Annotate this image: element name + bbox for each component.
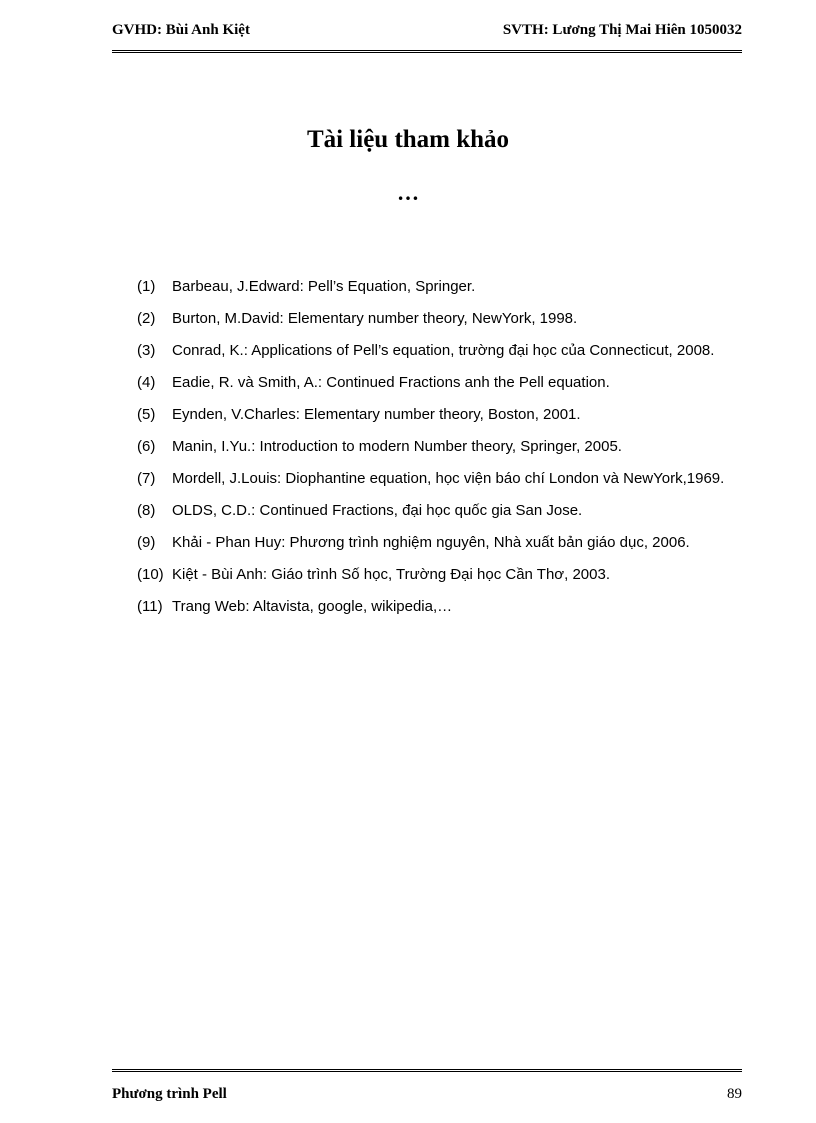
reference-number: (3)	[137, 342, 156, 359]
reference-number: (2)	[137, 310, 156, 327]
reference-number: (4)	[137, 374, 156, 391]
reference-list	[137, 271, 737, 623]
reference-text: Trang Web: Altavista, google, wikipedia,…	[172, 598, 453, 615]
reference-text: Burton, M.David: Elementary number theory, NewYork, 1998.	[172, 310, 578, 327]
header-student: SVTH: Lương Thị Mai Hiên 1050032	[502, 22, 742, 38]
reference-text: Khải - Phan Huy: Phương trình nghiệm nguyên, Nhà xuất bản giáo dục, 2006.	[172, 534, 690, 551]
reference-number: (11)	[137, 598, 163, 615]
reference-number: (9)	[137, 534, 156, 551]
reference-item	[137, 335, 737, 367]
reference-number: (5)	[137, 406, 156, 423]
reference-number: (10)	[137, 566, 164, 583]
page-footer	[112, 1086, 742, 1106]
header-advisor: GVHD: Bùi Anh Kiệt	[112, 22, 250, 38]
reference-text: Kiệt - Bùi Anh: Giáo trình Số học, Trường Đại học Cần Thơ, 2003.	[172, 566, 611, 583]
reference-item	[137, 559, 737, 591]
reference-item	[137, 591, 737, 623]
page-title: Tài liệu tham khảo	[306, 126, 510, 153]
reference-item	[137, 271, 737, 303]
reference-item	[137, 303, 737, 335]
reference-number: (7)	[137, 470, 156, 487]
reference-text: Eadie, R. và Smith, A.: Continued Fractions anh the Pell equation.	[172, 374, 610, 391]
reference-item	[137, 495, 737, 527]
reference-text: Conrad, K.: Applications of Pell’s equation, trường đại học của Connecticut, 2008.	[172, 342, 715, 359]
page-number: 89	[727, 1086, 742, 1102]
reference-item	[137, 431, 737, 463]
header-divider	[112, 50, 742, 53]
footer-title: Phương trình Pell	[112, 1086, 227, 1102]
page-header	[112, 22, 742, 42]
reference-item	[137, 527, 737, 559]
reference-item	[137, 399, 737, 431]
reference-text: Barbeau, J.Edward: Pell’s Equation, Springer.	[172, 278, 476, 295]
reference-text: Mordell, J.Louis: Diophantine equation, học viện báo chí London và NewYork,1969.	[172, 470, 725, 487]
reference-text: Manin, I.Yu.: Introduction to modern Number theory, Springer, 2005.	[172, 438, 622, 455]
reference-item	[137, 463, 737, 495]
reference-number: (6)	[137, 438, 156, 455]
title-ellipsis: …	[397, 180, 419, 205]
reference-text: Eynden, V.Charles: Elementary number theory, Boston, 2001.	[172, 406, 581, 423]
reference-number: (8)	[137, 502, 156, 519]
reference-number: (1)	[137, 278, 156, 295]
footer-divider	[112, 1069, 742, 1072]
reference-text: OLDS, C.D.: Continued Fractions, đại học quốc gia San Jose.	[172, 502, 583, 519]
reference-item	[137, 367, 737, 399]
